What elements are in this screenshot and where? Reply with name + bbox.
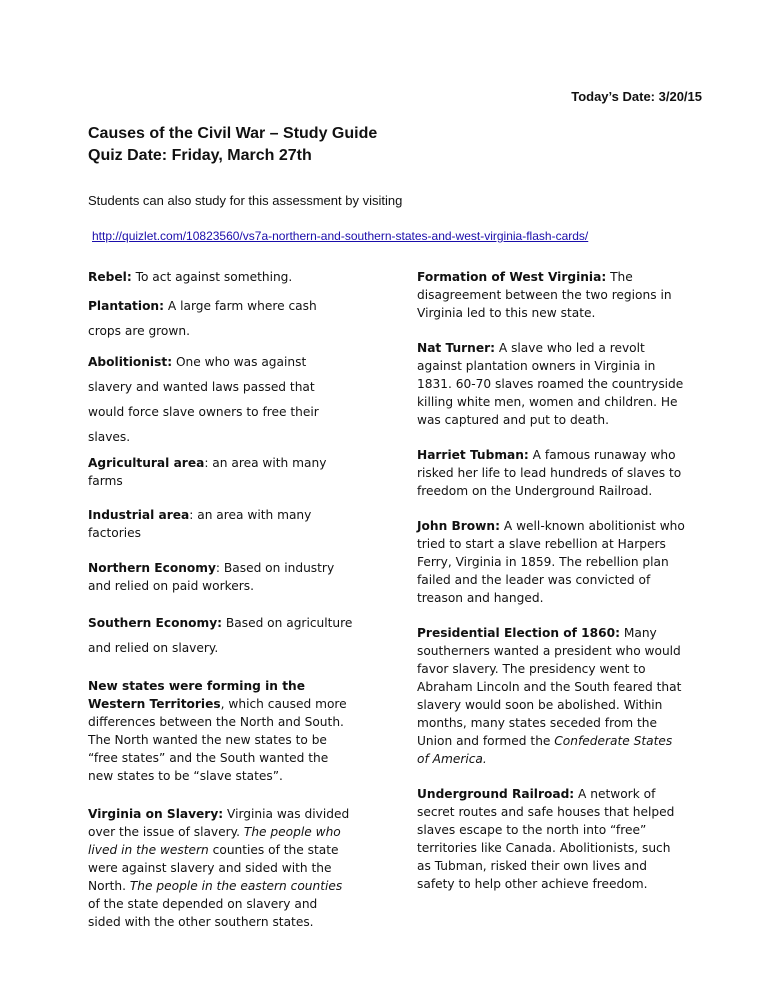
title-block xyxy=(88,123,377,167)
intro-text: Students can also study for this assessment by visiting xyxy=(88,193,403,208)
term-rebel: Rebel: xyxy=(88,270,132,284)
entry-new-states xyxy=(88,677,353,785)
entry-rebel xyxy=(88,268,353,286)
right-column xyxy=(417,268,687,893)
page-title: Causes of the Civil War – Study Guide xyxy=(88,125,378,142)
entry-southern-economy xyxy=(88,611,353,661)
entry-agricultural xyxy=(88,454,353,490)
def-confederate-states: Confederate States of America. xyxy=(417,734,673,766)
entry-west-virginia xyxy=(417,268,687,322)
def-virginia-part2: counties of the state were against slavery and sided with the North. xyxy=(88,843,339,893)
term-harriet-tubman: Harriet Tubman: xyxy=(417,448,529,462)
def-rebel: To act against something. xyxy=(131,270,293,284)
term-john-brown: John Brown: xyxy=(417,519,500,533)
entry-underground-railroad xyxy=(417,785,687,893)
term-virginia-slavery: Virginia on Slavery: xyxy=(88,807,224,821)
term-plantation: Plantation: xyxy=(88,299,164,313)
def-john-brown: A well-known abolitionist who tried to start a slave rebellion at Harpers Ferry, Virginia in 1859. The rebellion plan failed and the leader was convicted of treason and hanged. xyxy=(417,519,685,605)
term-new-states: New states were forming in the Western Territories xyxy=(88,679,305,711)
def-virginia-eastern: The people in the eastern counties xyxy=(129,879,343,893)
quiz-date: Quiz Date: Friday, March 27th xyxy=(88,147,312,164)
entry-virginia-slavery xyxy=(88,805,353,931)
def-virginia-part1: Virginia was divided over the issue of slavery. xyxy=(88,807,350,839)
term-abolitionist: Abolitionist: xyxy=(88,355,173,369)
todays-date: Today’s Date: 3/20/15 xyxy=(571,89,702,104)
term-northern-economy: Northern Economy xyxy=(88,561,216,575)
term-underground-railroad: Underground Railroad: xyxy=(417,787,575,801)
def-new-states: , which caused more differences between the North and South. The North wanted the new states to be “free states” and the South wanted the new states to be “slave states”. xyxy=(88,697,347,783)
def-agricultural: : an area with many farms xyxy=(88,456,327,488)
def-harriet-tubman: A famous runaway who risked her life to lead hundreds of slaves to freedom on the Underground Railroad. xyxy=(417,448,682,498)
def-virginia-part3: of the state depended on slavery and sided with the other southern states. xyxy=(88,897,318,929)
term-election-1860: Presidential Election of 1860: xyxy=(417,626,620,640)
entry-john-brown xyxy=(417,517,687,607)
def-virginia-western: The people who lived in the western xyxy=(88,825,341,857)
def-southern-economy: Based on agriculture and relied on slavery. xyxy=(88,616,353,655)
entry-industrial xyxy=(88,506,353,542)
def-plantation: A large farm where cash crops are grown. xyxy=(88,299,317,338)
def-election-1860: Many southerners wanted a president who would favor slavery. The presidency went to Abraham Lincoln and the South feared that slavery would soon be abolished. Within months, many states seceded from the Union and formed the xyxy=(417,626,682,748)
term-nat-turner: Nat Turner: xyxy=(417,341,495,355)
entry-election-1860 xyxy=(417,624,687,768)
entry-abolitionist xyxy=(88,350,353,450)
term-agricultural: Agricultural area xyxy=(88,456,205,470)
entry-harriet-tubman xyxy=(417,446,687,500)
term-industrial: Industrial area xyxy=(88,508,190,522)
def-abolitionist: One who was against slavery and wanted laws passed that would force slave owners to free their slaves. xyxy=(88,355,319,444)
def-underground-railroad: A network of secret routes and safe houses that helped slaves escape to the north into “free” territories like Canada. Abolitionists, such as Tubman, risked their own lives and safety to help other achieve freedom. xyxy=(417,787,675,891)
entry-nat-turner xyxy=(417,339,687,429)
term-west-virginia: Formation of West Virginia: xyxy=(417,270,607,284)
term-southern-economy: Southern Economy: xyxy=(88,616,223,630)
quizlet-link[interactable]: http://quizlet.com/10823560/vs7a-northern-and-southern-states-and-west-virginia-flash-cards/ xyxy=(92,229,589,243)
def-nat-turner: A slave who led a revolt against plantation owners in Virginia in 1831. 60-70 slaves roamed the countryside killing white men, women and children. He was captured and put to death. xyxy=(417,341,684,427)
entry-plantation xyxy=(88,294,353,344)
def-industrial: : an area with many factories xyxy=(88,508,312,540)
left-column xyxy=(88,268,353,931)
entry-northern-economy xyxy=(88,559,353,595)
def-northern-economy: : Based on industry and relied on paid workers. xyxy=(88,561,335,593)
def-west-virginia: The disagreement between the two regions in Virginia led to this new state. xyxy=(417,270,672,320)
